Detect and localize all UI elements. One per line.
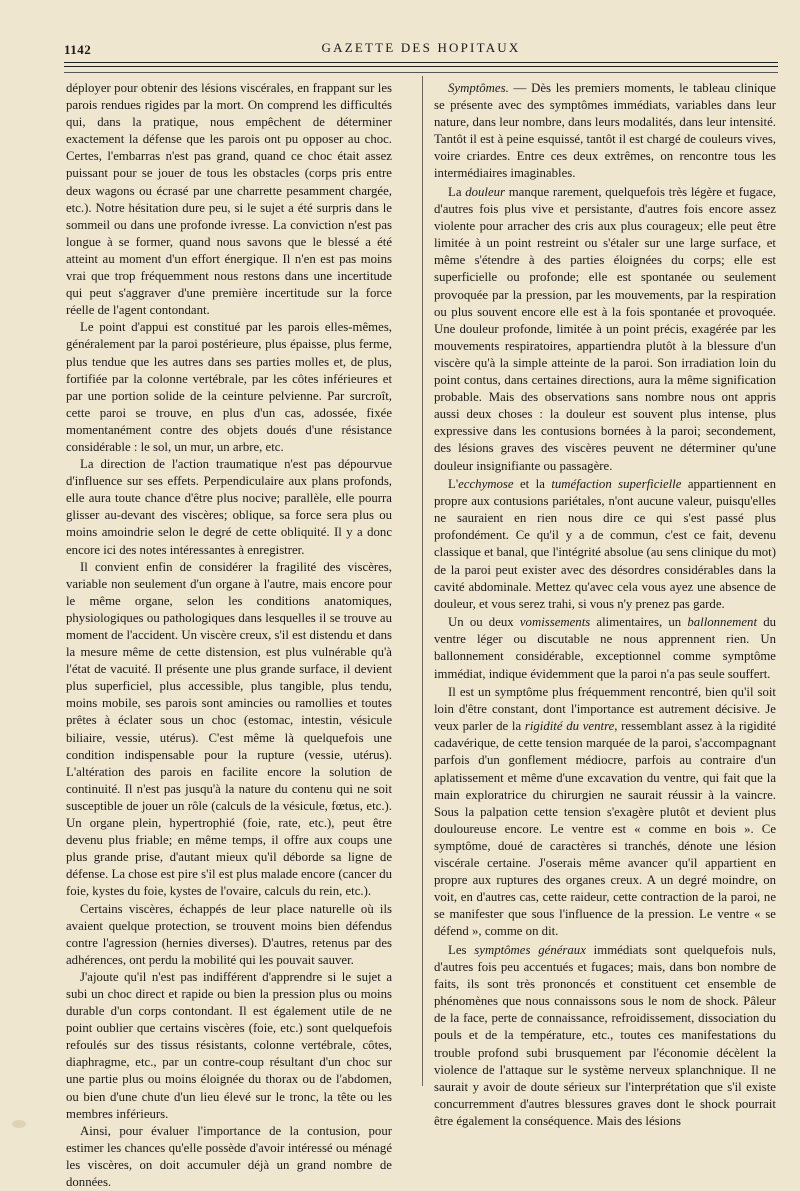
paragraph: Certains viscères, échappés de leur place naturelle où ils avaient quelque protection, se trouvent moins bien défendus contre l'agression (hernies diverses). D'autres, retenus par des adhérences, ont perdu la mobilité qui les pouvait sauver. — [66, 901, 392, 967]
paper-stain — [12, 1120, 26, 1128]
paragraph-ecchymose: L'ecchymose et la tuméfaction superficielle appartiennent en propre aux contusions pariétales, n'ont aucune valeur, puisqu'elles ne sauraient en rien nous dire ce qui s'est passé plus profondément. Ce qu'il y a de commun, c'est ce fait, devenu classique et banal, que l'intégrité absolue (au sens clinique du mot) de la paroi peut exister avec des désordres considérables dans la cavité abdominale. Mettez qu'avec cela vous ayez une absence de douleur, et vous serez trahi, si vous n'y prenez pas garde. — [434, 477, 776, 611]
page-number: 1142 — [64, 42, 92, 57]
paragraph-symptomes: Symptômes. — Dès les premiers moments, le tableau clinique se présente avec des symptômes immédiats, variables dans leur nature, dans leur nombre, dans leurs modalités, dans leur intensité. Tantôt il est à peine esquissé, tantôt il est chargé de couleurs vives, voire criardes. Entre ces deux extrêmes, on rencontre tous les intermédiaires imaginables. — [434, 81, 776, 181]
paragraph: Ainsi, pour évaluer l'importance de la contusion, pour estimer les chances qu'elle possède d'avoir intéressé ou ménagé les viscères, on doit accumuler déjà un grand nombre de données. — [66, 1123, 392, 1189]
section-heading-symptomes: Symptômes. — [448, 81, 509, 95]
paragraph-douleur: La douleur manque rarement, quelquefois très légère et fugace, d'autres fois plus vive et persistante, d'autres fois encore assez violente pour arracher des cris aux plus courageux; elle peut être limitée à un point restreint ou s'étaler sur une large surface, et même s'étendre à des parties éloignées du corps; elle est superficielle ou profonde; elle est spontanée ou seulement provoquée par la pression, par les mouvements, par la respiration ou plus souvent encore elle est à la fois spontanée et provoquée. Une douleur profonde, limitée à un point précis, exagérée par les mouvements respiratoires, appartiendra plutôt à la blessure d'un viscère qu'à la simple atteinte de la paroi. Son irradiation loin du point contus, dans certaines directions, aura la même signification probable. Mais des observations sans nombre nous ont appris aussi deux choses : la douleur est souvent plus intense, plus expressive dans les contusions bornées à la paroi; secondement, des lésions graves des viscères peuvent ne déterminer qu'une douleur insignifiante ou passagère. — [434, 185, 777, 473]
paragraph-symptomes-generaux: Les symptômes généraux immédiats sont quelquefois nuls, d'autres fois peu accentués et fugaces; mais, dans bon nombre de faits, ils sont très prononcés et constituent cet ensemble de phénomènes que nous connaissons sous le nom de shock. Pâleur de la face, perte de connaissance, refroidissement, dissociation du pouls et de la température, etc., toutes ces manifestations du trouble profond subi brusquement par l'économie décèlent la violence de l'attaque sur le système nerveux splanchnique. Il ne saurait y avoir de doute sérieux sur l'interprétation que s'il existe concurremment d'autres blessures graves dont le shock pourrait être également la conséquence. Mais des lésions — [434, 942, 776, 1128]
term-symptomes-generaux: symptômes généraux — [474, 942, 586, 957]
column-divider — [422, 76, 423, 1086]
paragraph: La direction de l'action traumatique n'est pas dépourvue d'influence sur ses effets. Perpendiculaire aux plans profonds, elle aura toute chance d'être plus nocive; parallèle, elle pourra glisser au-devant des viscères; oblique, sa force sera plus ou moins amoindrie selon le degré de cette obliquité. Il y a donc encore ici des notes intéressantes à enregistrer. — [66, 457, 392, 557]
paragraph: Il convient enfin de considérer la fragilité des viscères, variable non seulement d'un organe à l'autre, mais encore pour le même organe, selon les conditions anatomiques, physiologiques ou pathologiques dans lesquelles il se trouve au moment de l'accident. Un viscère creux, s'il est distendu et dans la mesure même de cette distension, est plus vulnérable qu'à l'état de vacuité. Il présente une plus grande surface, il devient plus superficiel, plus accessible, plus tangible, plus tendu, moins mobile, ses parois sont amincies ou ramollies et toutes prêtes à éclater sous un choc (estomac, intestin, vésicule biliaire, vessie, utérus). C'est même là quelquefois une condition indispensable pour la rupture (vessie, utérus). L'altération des parois en facilite encore la solution de continuité. Il n'est pas jusqu'à la nature du contenu qui ne soit susceptible de jouer un rôle (calculs de la vésicule, fœtus, etc.). Un organe plein, hypertrophié (foie, rate, etc.), peut être devenu plus friable; en même temps, il offre aux coups une plus grande prise, d'autant mieux qu'il déborde sa ligne de défense. La chose est pire s'il est plus malade encore (cancer du foie, kystes du foie, kystes de l'ovaire, calculs du rein, etc.). — [66, 559, 392, 899]
right-column — [434, 80, 776, 1130]
paragraph: déployer pour obtenir des lésions viscérales, en frappant sur les parois rendues rigides par la mort. On comprend les difficultés qui, dans la pratique, nous empêchent de déterminer exactement la défense que les parois ont pu opposer au choc. Certes, l'embarras n'est pas grand, quand ce choc était assez puissant pour se jouer de tous les obstacles (corps pris entre deux wagons ou écrasé par une charrette pesamment chargée, etc.). Notre hésitation dure peu, si le sujet a été surpris dans le sommeil ou dans une profonde ivresse. La conviction n'est pas longue à se former, quand nous savons que le blessé a été atteint au moment d'un effort énergique. Il n'en est pas moins vrai que trop fréquemment nous restons dans une incertitude qui peut s'aggraver d'une première incertitude sur la force réelle de l'agent contondant. — [66, 81, 392, 318]
header-rule — [64, 62, 778, 63]
term-vomissements: vomissements — [519, 615, 591, 630]
paragraph-rigidite: Il est un symptôme plus fréquemment rencontré, bien qu'il soit loin d'être constant, dont l'importance est autrement décisive. Je veux parler de la rigidité du ventre, ressemblant assez à la rigidité cadavérique, de cette tension marquée de la paroi, s'accompagnant parfois d'un gonflement médiocre, parfois au contraire d'un aplatissement et même d'une excavation du ventre, qui fait que la main exploratrice du chirurgien ne saurait réussir à la vaincre. Sous la palpation cette tension s'exagère plutôt et devient plus douloureuse encore. Le ventre est « comme en bois ». Ce symptôme, doué de caractères si tranchés, dénote une lésion viscérale certaine. J'oserais même avancer qu'il appartient en propre aux ruptures des organes creux. A un degré moindre, on voit, en d'autres cas, cette raideur, cette contraction de la paroi, ne se manifester que sous l'influence de la pression. Le ventre « se défend », comme on dit. — [434, 685, 776, 939]
page-header — [64, 38, 778, 60]
paragraph: Le point d'appui est constitué par les parois elles-mêmes, généralement par la paroi postérieure, plus épaisse, plus ferme, plus tendue que les autres dans ses parties molles et, de plus, fortifiée par la colonne vertébrale, par les côtes inférieures et par une portion solide de la ceinture pelvienne. Par surcroît, cette paroi se trouve, en plus d'un cas, adossée, fixée momentanément contre des objets doués d'une résistance considérable : le sol, un mur, un arbre, etc. — [66, 320, 392, 454]
term-ballonnement: ballonnement — [687, 615, 758, 630]
term-ecchymose: ecchymose — [458, 477, 514, 492]
journal-title: GAZETTE DES HOPITAUX — [321, 40, 521, 55]
term-tumefaction: tuméfaction superficielle — [551, 477, 682, 492]
term-rigidite: rigidité du ventre — [524, 719, 615, 734]
left-column — [66, 80, 392, 1189]
paragraph: J'ajoute qu'il n'est pas indifférent d'apprendre si le sujet a subi un choc direct et rapide ou bien la pression plus ou moins durable d'un corps contondant. Il est également utile de ne point oublier que certains viscères (foie, etc.) sont quelquefois refoulés sur des tissus résistants, colonne vertébrale, côtes, diaphragme, etc., par un contre-coup résultant d'un choc sur une partie plus ou moins éloignée du thorax ou de l'abdomen, ou bien d'une chute d'un lieu élevé sur le tronc, la tête ou les membres inférieurs. — [66, 969, 392, 1121]
term-douleur: douleur — [465, 185, 506, 200]
header-rule-lower — [64, 72, 778, 73]
header-rule-thin — [64, 66, 778, 67]
paragraph-vomissements: Un ou deux vomissements alimentaires, un ballonnement du ventre léger ou discutable ne nous apprennent rien. Un ballonnement considérable, exceptionnel comme symptôme immédiat, indique évidemment que la paroi n'a pas seule souffert. — [434, 615, 776, 681]
